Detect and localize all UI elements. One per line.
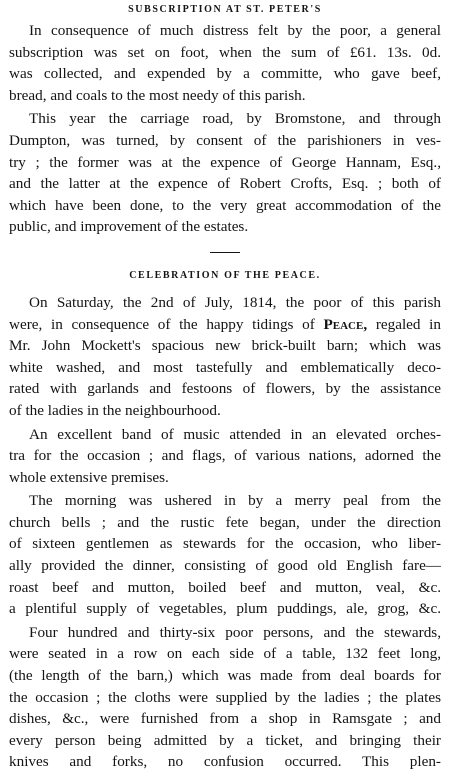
section-divider — [210, 252, 240, 253]
section-heading-celebration: CELEBRATION OF THE PEACE. — [129, 269, 321, 281]
text-line — [9, 314, 441, 336]
text-line: (the length of the barn,) which was made from deal boards for — [9, 667, 441, 685]
text-line: Four hundred and thirty-six poor persons, and the stewards, — [29, 623, 441, 641]
paragraph-peace-celebration — [9, 292, 441, 422]
text-line: Dumpton, was turned, by consent of the parishioners in ves- — [9, 131, 441, 149]
text-line: In consequence of much distress felt by the poor, a general — [29, 22, 441, 39]
text-line: rated with garlands and festoons of flowers, by the assistance — [9, 380, 441, 398]
section-heading-subscription: SUBSCRIPTION AT ST. PETER'S — [128, 4, 322, 15]
text-line: tra for the occasion ; and flags, of various nations, adorned the — [9, 447, 441, 465]
paragraph-carriage-road — [9, 108, 441, 238]
text-line: subscription was set on foot, when the sum of £61. 13s. 0d. — [9, 43, 441, 61]
text-line: roast beef and mutton, boiled beef and mutton, veal, &c. — [9, 578, 441, 596]
text-line: whole extensive premises. — [9, 468, 169, 486]
text-line: public, and improvement of the estates. — [9, 218, 249, 236]
emphasized-word: Peace, — [323, 315, 368, 333]
text-line: church bells ; and the rustic fete began, under the direction — [9, 513, 441, 531]
text-line: dishes, &c., were furnished from a shop in Ramsgate ; and — [9, 710, 441, 728]
text-line: Mr. John Mockett's spacious new brick-built barn; which was — [9, 337, 441, 355]
text-line: every person being admitted by a ticket, and bringing their — [9, 731, 441, 749]
text-line: was collected, and expended by a committe, who gave beef, — [9, 65, 441, 83]
text-line: were seated in a row on each side of a table, 132 feet long, — [9, 645, 441, 663]
text-line: and the latter at the expence of Robert Crofts, Esq. ; both of — [9, 175, 441, 193]
text-line: ally provided the dinner, consisting of good old English fare— — [9, 557, 441, 575]
text-line: bread, and coals to the most needy of this parish. — [9, 86, 306, 104]
text-line: knives and forks, no confusion occurred. This plen- — [9, 753, 441, 771]
text-line: An excellent band of music attended in an elevated orches- — [29, 425, 441, 443]
text-fragment: regaled in — [375, 315, 441, 333]
text-line: of the ladies in the neighbourhood. — [9, 401, 221, 419]
paragraph-subscription — [9, 20, 441, 106]
text-line: This year the carriage road, by Bromstone, and through — [29, 110, 441, 128]
text-line: the occasion ; the cloths were supplied by the ladies ; the plates — [9, 688, 441, 706]
text-line: On Saturday, the 2nd of July, 1814, the poor of this parish — [29, 293, 441, 311]
text-line: try ; the former was at the expence of George Hannam, Esq., — [9, 153, 441, 171]
paragraph-morning — [9, 490, 441, 620]
paragraph-band — [9, 424, 441, 489]
document-page — [9, 0, 441, 771]
text-fragment: were, in consequence of the happy tidings of — [9, 315, 315, 333]
text-line: The morning was ushered in by a merry peal from the — [29, 492, 441, 510]
text-line: white washed, and most tastefully and emblematically deco- — [9, 358, 441, 376]
paragraph-dinner — [9, 622, 441, 773]
text-line: which have been done, to the very great accommodation of the — [9, 196, 441, 214]
text-line: of sixteen gentlemen as stewards for the occasion, who liber- — [9, 535, 441, 553]
text-line: a plentiful supply of vegetables, plum puddings, ale, grog, &c. — [9, 600, 441, 618]
